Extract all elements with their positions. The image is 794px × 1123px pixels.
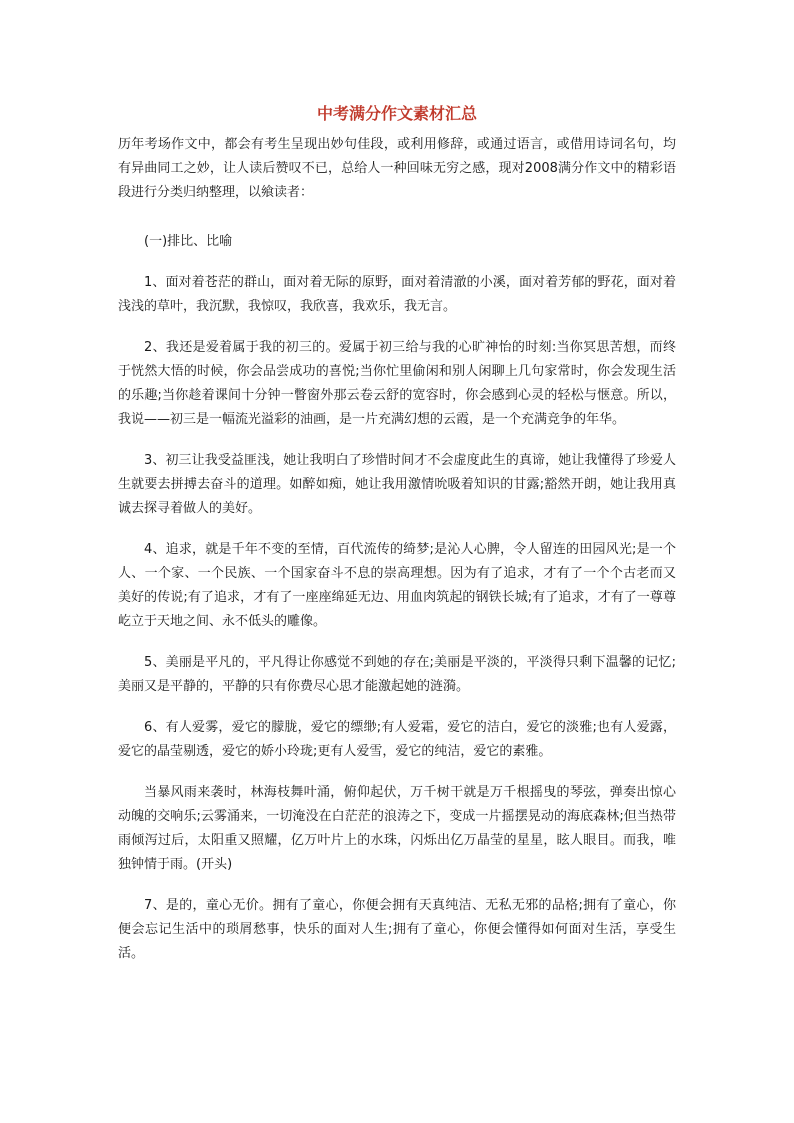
paragraph-7: 7、是的，童心无价。拥有了童心，你便会拥有天真纯洁、无私无邪的品格;拥有了童心，你便会忘记生活中的琐屑愁事，快乐的面对人生;拥有了童心，你便会懂得如何面对生活，享受生活。	[118, 898, 676, 961]
section-heading: (一)排比、比喻	[144, 234, 233, 249]
paragraph-6: 6、有人爱雾，爱它的朦胧，爱它的缥缈;有人爱霜，爱它的洁白，爱它的淡雅;也有人爱露，爱它的晶莹剔透，爱它的娇小玲珑;更有人爱雪，爱它的纯洁，爱它的素雅。	[118, 720, 676, 759]
document-title: 中考满分作文素材汇总	[316, 104, 477, 123]
paragraph-storm: 当暴风雨来袭时，林海枝舞叶涌，俯仰起伏，万千树干就是万千根摇曳的琴弦，弹奏出惊心动魄的交响乐;云雾涌来，一切淹没在白茫茫的浪涛之下，变成一片摇摆晃动的海底森林;但当热带雨倾泻过后，太阳重又照耀，亿万叶片上的水珠，闪烁出亿万晶莹的星星，眩人眼目。而我，唯独钟情于雨。(开头)	[118, 785, 676, 872]
paragraph-1: 1、面对着苍茫的群山，面对着无际的原野，面对着清澈的小溪，面对着芳郁的野花，面对着浅浅的草叶，我沉默，我惊叹，我欣喜，我欢乐，我无言。	[118, 275, 676, 314]
paragraph-2: 2、我还是爱着属于我的初三的。爱属于初三给与我的心旷神怡的时刻:当你冥思苦想，而终于恍然大悟的时候，你会品尝成功的喜悦;当你忙里偷闲和别人闲聊上几句家常时，你会发现生活的乐趣;当你趁着课间十分钟一瞥窗外那云卷云舒的宽容时，你会感到心灵的轻松与惬意。所以，我说——初三是一幅流光溢彩的油画，是一片充满幻想的云霞，是一个充满竞争的年华。	[118, 340, 676, 427]
intro-paragraph: 历年考场作文中，都会有考生呈现出妙句佳段，或利用修辞，或通过语言，或借用诗词名句，均有异曲同工之妙，让人读后赞叹不已，总给人一种回味无穷之感，现对2008满分作文中的精彩语段进行分类归纳整理，以飨读者：	[118, 137, 676, 200]
paragraph-4: 4、追求，就是千年不变的至情，百代流传的绮梦;是沁人心脾，令人留连的田园风光;是一个人、一个家、一个民族、一个国家奋斗不息的崇高理想。因为有了追求，才有了一个个古老而又美好的传说;有了追求，才有了一座座绵延无边、用血肉筑起的钢铁长城;有了追求，才有了一尊尊屹立于天地之间、永不低头的雕像。	[118, 542, 676, 629]
paragraph-5: 5、美丽是平凡的，平凡得让你感觉不到她的存在;美丽是平淡的，平淡得只剩下温馨的记忆;美丽又是平静的，平静的只有你费尽心思才能激起她的涟漪。	[118, 655, 676, 694]
paragraph-3: 3、初三让我受益匪浅，她让我明白了珍惜时间才不会虚度此生的真谛，她让我懂得了珍爱人生就要去拼搏去奋斗的道理。如醉如痴，她让我用激情吮吸着知识的甘露;豁然开朗，她让我用真诚去探寻着做人的美好。	[118, 453, 676, 516]
